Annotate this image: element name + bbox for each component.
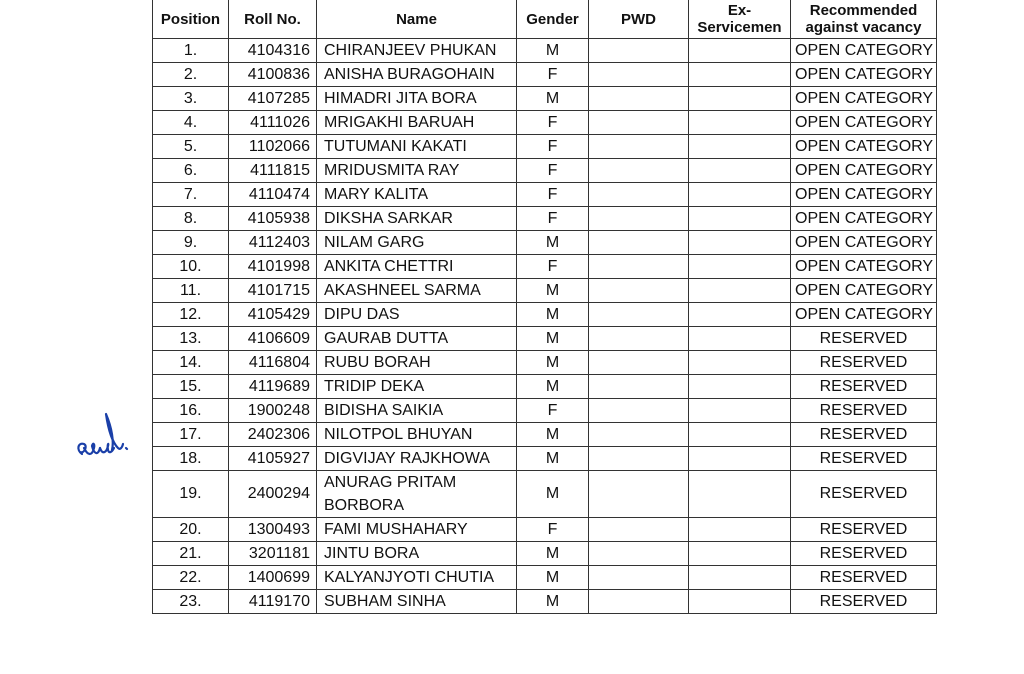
table-header-row [153,0,937,39]
cell-gender: M [517,423,589,447]
cell-name: MRIDUSMITA RAY [317,159,517,183]
cell-ex-servicemen [689,375,791,399]
table-row [153,207,937,231]
table-row [153,135,937,159]
cell-pwd [589,183,689,207]
cell-roll-no: 1300493 [229,518,317,542]
cell-roll-no: 1400699 [229,566,317,590]
cell-name: NILAM GARG [317,231,517,255]
cell-gender: M [517,327,589,351]
cell-position: 22. [153,566,229,590]
cell-recommended: OPEN CATEGORY [791,63,937,87]
cell-gender: M [517,471,589,518]
cell-position: 11. [153,279,229,303]
cell-position: 13. [153,327,229,351]
cell-recommended: RESERVED [791,542,937,566]
cell-pwd [589,375,689,399]
cell-ex-servicemen [689,399,791,423]
cell-name: CHIRANJEEV PHUKAN [317,39,517,63]
cell-pwd [589,255,689,279]
cell-ex-servicemen [689,135,791,159]
cell-position: 17. [153,423,229,447]
cell-pwd [589,159,689,183]
table-row [153,518,937,542]
cell-pwd [589,590,689,614]
cell-gender: M [517,447,589,471]
table-row [153,183,937,207]
cell-recommended: OPEN CATEGORY [791,183,937,207]
cell-gender: M [517,590,589,614]
cell-recommended: OPEN CATEGORY [791,207,937,231]
cell-ex-servicemen [689,518,791,542]
cell-gender: F [517,183,589,207]
cell-position: 2. [153,63,229,87]
cell-roll-no: 4101715 [229,279,317,303]
cell-gender: M [517,279,589,303]
cell-position: 1. [153,39,229,63]
cell-position: 20. [153,518,229,542]
cell-gender: M [517,375,589,399]
cell-roll-no: 4116804 [229,351,317,375]
header-gender: Gender [517,0,589,39]
cell-recommended: RESERVED [791,447,937,471]
cell-ex-servicemen [689,159,791,183]
cell-roll-no: 4105927 [229,447,317,471]
cell-position: 5. [153,135,229,159]
cell-ex-servicemen [689,111,791,135]
cell-roll-no: 4104316 [229,39,317,63]
cell-pwd [589,303,689,327]
cell-roll-no: 2402306 [229,423,317,447]
cell-position: 16. [153,399,229,423]
table-row [153,447,937,471]
cell-recommended: RESERVED [791,327,937,351]
cell-pwd [589,518,689,542]
cell-gender: F [517,111,589,135]
cell-pwd [589,63,689,87]
cell-gender: F [517,255,589,279]
cell-ex-servicemen [689,423,791,447]
cell-pwd [589,399,689,423]
cell-position: 10. [153,255,229,279]
cell-roll-no: 4100836 [229,63,317,87]
cell-ex-servicemen [689,303,791,327]
cell-recommended: OPEN CATEGORY [791,87,937,111]
table-body [153,39,937,614]
table-row [153,255,937,279]
cell-name: JINTU BORA [317,542,517,566]
cell-position: 3. [153,87,229,111]
cell-position: 6. [153,159,229,183]
cell-recommended: OPEN CATEGORY [791,303,937,327]
cell-roll-no: 4111026 [229,111,317,135]
cell-ex-servicemen [689,231,791,255]
cell-gender: M [517,542,589,566]
table-row [153,87,937,111]
table-row [153,375,937,399]
cell-name: MRIGAKHI BARUAH [317,111,517,135]
cell-recommended: RESERVED [791,423,937,447]
cell-name: BIDISHA SAIKIA [317,399,517,423]
table-row [153,231,937,255]
cell-recommended: RESERVED [791,471,937,518]
cell-recommended: RESERVED [791,375,937,399]
cell-name: FAMI MUSHAHARY [317,518,517,542]
table-row [153,542,937,566]
header-position: Position [153,0,229,39]
header-pwd: PWD [589,0,689,39]
header-name: Name [317,0,517,39]
cell-recommended: OPEN CATEGORY [791,279,937,303]
cell-pwd [589,471,689,518]
cell-roll-no: 4105938 [229,207,317,231]
cell-gender: F [517,159,589,183]
table-row [153,111,937,135]
cell-name: TRIDIP DEKA [317,375,517,399]
cell-ex-servicemen [689,590,791,614]
cell-name: DIPU DAS [317,303,517,327]
cell-recommended: OPEN CATEGORY [791,255,937,279]
cell-position: 18. [153,447,229,471]
table-row [153,423,937,447]
header-recommended: Recommended against vacancy [791,0,937,39]
cell-gender: F [517,518,589,542]
cell-name: MARY KALITA [317,183,517,207]
cell-gender: M [517,303,589,327]
cell-gender: M [517,87,589,111]
cell-name: ANKITA CHETTRI [317,255,517,279]
cell-name: ANISHA BURAGOHAIN [317,63,517,87]
cell-name: TUTUMANI KAKATI [317,135,517,159]
cell-ex-servicemen [689,183,791,207]
cell-recommended: RESERVED [791,518,937,542]
cell-gender: F [517,63,589,87]
cell-pwd [589,566,689,590]
cell-position: 8. [153,207,229,231]
cell-roll-no: 1102066 [229,135,317,159]
cell-gender: F [517,399,589,423]
cell-position: 12. [153,303,229,327]
cell-ex-servicemen [689,327,791,351]
table-row [153,399,937,423]
cell-pwd [589,207,689,231]
cell-ex-servicemen [689,566,791,590]
cell-position: 9. [153,231,229,255]
cell-roll-no: 4107285 [229,87,317,111]
cell-position: 4. [153,111,229,135]
cell-name: NILOTPOL BHUYAN [317,423,517,447]
cell-pwd [589,327,689,351]
cell-ex-servicemen [689,279,791,303]
header-ex-servicemen: Ex- Servicemen [689,0,791,39]
cell-pwd [589,423,689,447]
cell-ex-servicemen [689,447,791,471]
cell-ex-servicemen [689,63,791,87]
cell-recommended: OPEN CATEGORY [791,135,937,159]
cell-recommended: RESERVED [791,399,937,423]
cell-ex-servicemen [689,542,791,566]
cell-name: RUBU BORAH [317,351,517,375]
cell-position: 23. [153,590,229,614]
cell-roll-no: 3201181 [229,542,317,566]
table-row [153,63,937,87]
cell-gender: M [517,39,589,63]
cell-pwd [589,135,689,159]
cell-recommended: OPEN CATEGORY [791,231,937,255]
table-row [153,327,937,351]
cell-gender: M [517,231,589,255]
cell-roll-no: 4101998 [229,255,317,279]
cell-gender: M [517,566,589,590]
cell-name: DIGVIJAY RAJKHOWA [317,447,517,471]
cell-name: GAURAB DUTTA [317,327,517,351]
cell-position: 14. [153,351,229,375]
cell-pwd [589,231,689,255]
cell-gender: M [517,351,589,375]
cell-ex-servicemen [689,87,791,111]
cell-recommended: RESERVED [791,351,937,375]
cell-roll-no: 4106609 [229,327,317,351]
cell-gender: F [517,135,589,159]
cell-pwd [589,87,689,111]
cell-roll-no: 1900248 [229,399,317,423]
cell-pwd [589,351,689,375]
cell-ex-servicemen [689,255,791,279]
cell-roll-no: 2400294 [229,471,317,518]
table-row [153,351,937,375]
cell-recommended: RESERVED [791,590,937,614]
results-table [152,0,937,614]
table-row [153,39,937,63]
cell-name: AKASHNEEL SARMA [317,279,517,303]
cell-pwd [589,447,689,471]
header-roll-no: Roll No. [229,0,317,39]
cell-pwd [589,39,689,63]
table-row [153,471,937,518]
table-row [153,566,937,590]
cell-recommended: RESERVED [791,566,937,590]
cell-ex-servicemen [689,207,791,231]
cell-position: 21. [153,542,229,566]
cell-name: HIMADRI JITA BORA [317,87,517,111]
cell-name: ANURAG PRITAM BORBORA [317,471,517,518]
cell-recommended: OPEN CATEGORY [791,159,937,183]
cell-roll-no: 4105429 [229,303,317,327]
cell-ex-servicemen [689,39,791,63]
cell-ex-servicemen [689,471,791,518]
cell-name: DIKSHA SARKAR [317,207,517,231]
cell-position: 15. [153,375,229,399]
cell-name: KALYANJYOTI CHUTIA [317,566,517,590]
cell-roll-no: 4119689 [229,375,317,399]
cell-roll-no: 4111815 [229,159,317,183]
table-row [153,279,937,303]
cell-recommended: OPEN CATEGORY [791,39,937,63]
table-row [153,303,937,327]
cell-name: SUBHAM SINHA [317,590,517,614]
table-row [153,159,937,183]
cell-ex-servicemen [689,351,791,375]
cell-roll-no: 4110474 [229,183,317,207]
cell-pwd [589,542,689,566]
cell-position: 19. [153,471,229,518]
cell-pwd [589,111,689,135]
cell-gender: F [517,207,589,231]
cell-roll-no: 4112403 [229,231,317,255]
table-row [153,590,937,614]
cell-position: 7. [153,183,229,207]
cell-pwd [589,279,689,303]
handwritten-initials-icon [68,402,138,472]
cell-roll-no: 4119170 [229,590,317,614]
cell-recommended: OPEN CATEGORY [791,111,937,135]
